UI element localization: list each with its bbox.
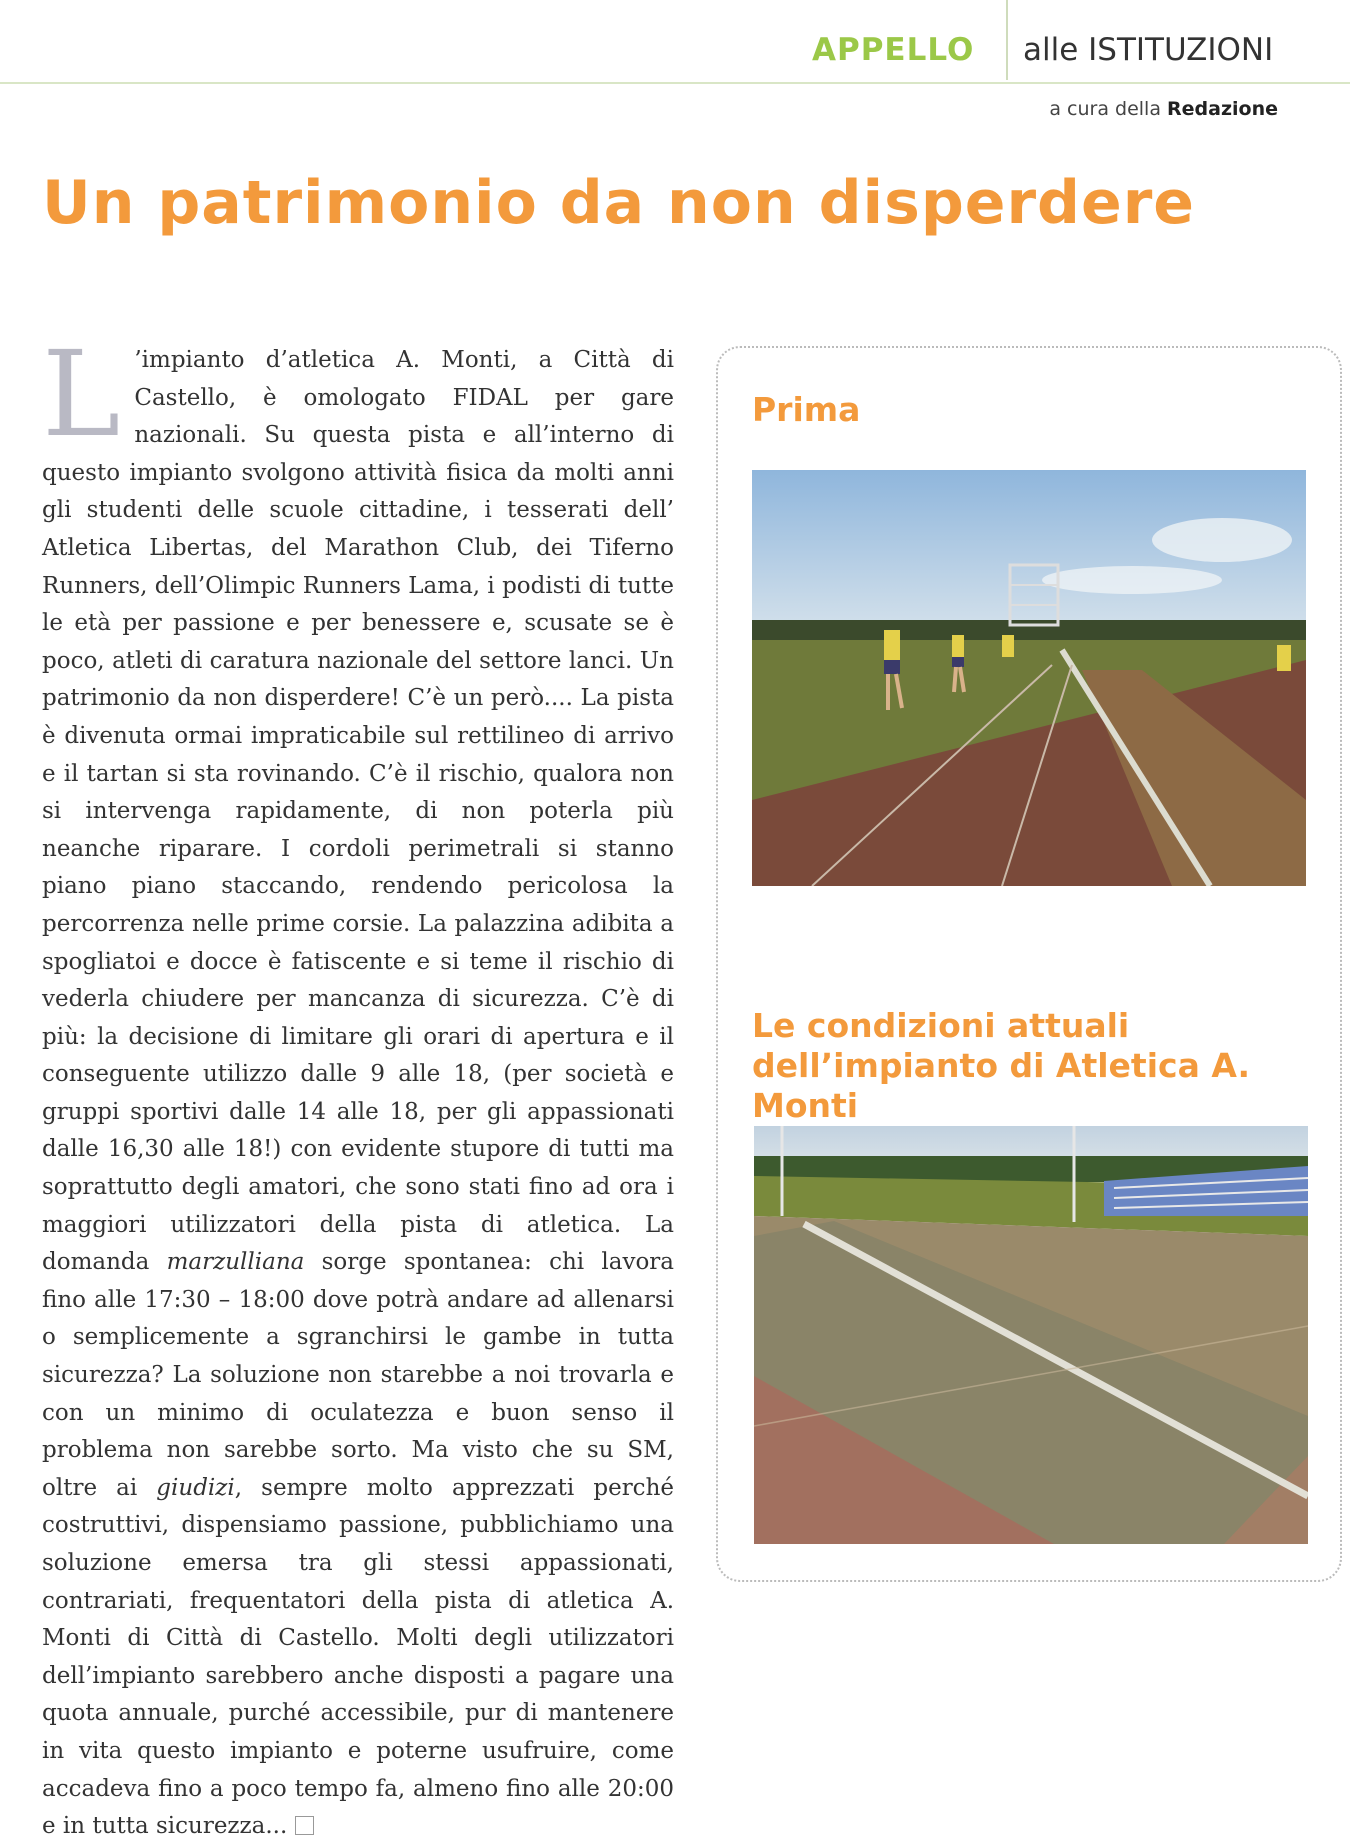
byline-prefix: a cura della bbox=[1049, 98, 1161, 120]
heading-before: Prima bbox=[752, 390, 861, 429]
article-headline: Un patrimonio da non disperdere bbox=[42, 168, 1195, 238]
header-rule bbox=[0, 82, 1350, 84]
photo-track-before bbox=[752, 470, 1306, 886]
body-segment: ’impianto d’atletica A. Monti, a Città di Castello, è omologato FIDAL per gare nazionali. Su questa pista e all’interno di questo impianto svolgono attività fisica da molti anni gli studenti delle scuole cittadine, i tesserati dell’ Atletica Libertas, del Marathon Club, dei Tiferno Runners, dell’Olimpic Runners Lama, i podisti di tutte le età per passione e per benessere e, scusate se è poco, atleti di caratura nazionale del settore lanci. Un patrimonio da non disperdere! C’è un però.... La pista è divenuta ormai impraticabile sul rettilineo di arrivo e il tartan si sta rovinando. C’è il rischio, qualora non si intervenga rapidamente, di non poterla più neanche riparare. I cordoli perimetrali si stanno piano piano staccando, rendendo pericolosa la percorrenza nelle prime corsie. La palazzina adibita a spogliatoi e docce è fatiscente e si teme il rischio di vederla chiudere per mancanza di sicurezza. C’è di più: la decisione di limitare gli orari di apertura e il conseguente utilizzo dalle 9 alle 18, (per società e gruppi sportivi dalle 14 alle 18, per gli appassionati dalle 16,30 alle 18!) con evidente stupore di tutti ma soprattutto degli amatori, che sono stati fino ad ora i maggiori utilizzatori della pista di atletica. La domanda bbox=[42, 347, 674, 1276]
heading-after: Le condizioni attuali dell’impianto di Atletica A. Monti bbox=[752, 1006, 1251, 1125]
body-italic-marzulliana: marzulliana bbox=[166, 1249, 305, 1276]
header-divider bbox=[1006, 0, 1008, 80]
article-body bbox=[42, 325, 675, 1846]
section-title: alle ISTITUZIONI bbox=[1023, 32, 1274, 68]
byline-author: Redazione bbox=[1167, 98, 1278, 120]
section-tag: APPELLO bbox=[812, 32, 975, 68]
body-segment: , sempre molto apprezzati perché costruttivi, dispensiamo passione, pubblichiamo una soluzione emersa tra gli stessi appassionati, contrariati, frequentatori della pista di atletica A. Monti di Città di Castello. Molti degli utilizzatori dell’impianto sarebbero anche disposti a pagare una quota annuale, purché accessibile, pur di mantenere in vita questo impianto e poterne usufruire, come accadeva fino a poco tempo fa, almeno fino alle 20:00 e in tutta sicurezza... bbox=[42, 1474, 674, 1840]
body-italic-giudizi: giudizi bbox=[156, 1474, 235, 1501]
drop-cap: L bbox=[42, 325, 121, 463]
body-segment: sorge spontanea: chi lavora fino alle 17:30 – 18:00 dove potrà andare ad allenarsi o semplicemente a sgranchirsi le gambe in tutta sicurezza? La soluzione non starebbe a noi trovarla e con un minimo di oculatezza e buon senso il problema non sarebbe sorto. Ma visto che su SM, oltre ai bbox=[42, 1249, 675, 1501]
photo-track-current bbox=[754, 1126, 1308, 1544]
byline bbox=[1049, 98, 1278, 120]
